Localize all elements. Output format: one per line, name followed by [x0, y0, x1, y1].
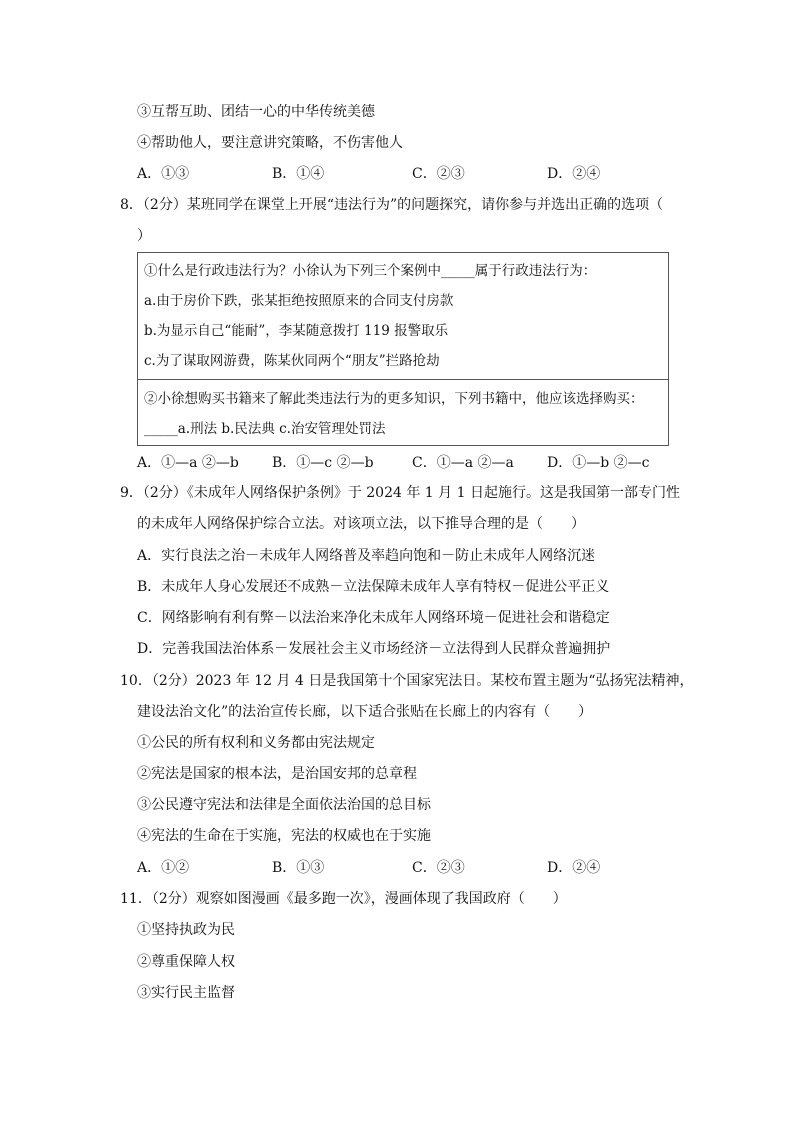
q10-statement-2: ②宪法是国家的根本法，是治国安邦的总章程 — [137, 766, 417, 782]
q8-case-a: a.由于房价下跌，张某拒绝按照原来的合同支付房款 — [144, 293, 454, 309]
q10-stem-line1: 10．（2分）2023 年 12 月 4 日是我国第十个国家宪法日。某校布置主题为“弘扬宪法精神， — [120, 673, 694, 689]
q10-statement-1: ①公民的所有权利和义务都由宪法规定 — [137, 735, 375, 751]
q8-case-box — [137, 252, 669, 446]
q8-stem-line2: ） — [137, 228, 151, 244]
q9-option-b[interactable]: B．未成年人身心发展还不成熟－立法保障未成年人享有特权－促进公平正义 — [137, 579, 610, 595]
q11-statement-3: ③实行民主监督 — [137, 985, 235, 1001]
q7-option-d[interactable]: D．②④ — [547, 166, 601, 182]
q10-option-c[interactable]: C．②③ — [412, 860, 465, 876]
q8-option-d[interactable]: D．①—b ②—c — [547, 455, 650, 471]
q10-stem-line2: 建设法治文化”的法治宣传长廊，以下适合张贴在长廊上的内容有（ ） — [137, 704, 593, 720]
q11-statement-1: ①坚持执政为民 — [137, 922, 235, 938]
q7-option-c[interactable]: C．②③ — [412, 166, 465, 182]
q8-stem-line1: 8．（2分）某班同学在课堂上开展“违法行为”的问题探究，请你参与并选出正确的选项（ — [120, 197, 664, 213]
q7-statement-4: ④帮助他人，要注意讲究策略，不伤害他人 — [137, 135, 403, 151]
q8-book-list: _____a.刑法 b.民法典 c.治安管理处罚法 — [144, 421, 386, 437]
q9-stem-line2: 的未成年人网络保护综合立法。对该项立法，以下推导合理的是（ ） — [137, 516, 585, 532]
q8-part2-title: ②小徐想购买书籍来了解此类违法行为的更多知识，下列书籍中，他应该选择购买： — [144, 391, 644, 407]
q8-box-divider — [138, 379, 668, 380]
q8-option-b[interactable]: B．①—c ②—b — [272, 455, 374, 471]
q8-case-b: b.为显示自己“能耐”，李某随意拨打 119 报警取乐 — [144, 323, 449, 339]
q9-option-c[interactable]: C．网络影响有利有弊－以法治来净化未成年人网络环境－促进社会和谐稳定 — [137, 610, 610, 626]
q9-option-d[interactable]: D．完善我国法治体系－发展社会主义市场经济－立法得到人民群众普遍拥护 — [137, 641, 611, 657]
q10-option-a[interactable]: A．①② — [137, 860, 190, 876]
q11-statement-2: ②尊重保障人权 — [137, 954, 235, 970]
q9-stem-line1: 9．（2分）《未成年人网络保护条例》于 2024 年 1 月 1 日起施行。这是我国第一部专门性 — [120, 485, 680, 501]
q9-option-a[interactable]: A．实行良法之治－未成年人网络普及率趋向饱和－防止未成年人网络沉迷 — [137, 548, 596, 564]
q10-option-b[interactable]: B．①③ — [272, 860, 325, 876]
q8-option-c[interactable]: C．①—a ②—a — [412, 455, 514, 471]
q10-statement-3: ③公民遵守宪法和法律是全面依法治国的总目标 — [137, 797, 431, 813]
q7-option-b[interactable]: B．①④ — [272, 166, 325, 182]
q7-option-a[interactable]: A．①③ — [137, 166, 190, 182]
q8-option-a[interactable]: A．①—a ②—b — [137, 455, 239, 471]
q10-option-d[interactable]: D．②④ — [547, 860, 601, 876]
q8-case-c: c.为了谋取网游费，陈某伙同两个“朋友”拦路抢劫 — [144, 353, 440, 369]
q10-statement-4: ④宪法的生命在于实施，宪法的权威也在于实施 — [137, 828, 431, 844]
q7-statement-3: ③互帮互助、团结一心的中华传统美德 — [137, 104, 375, 120]
q8-part1-title: ①什么是行政违法行为？小徐认为下列三个案例中_____属于行政违法行为： — [144, 263, 597, 279]
q11-stem-line1: 11．（2分）观察如图漫画《最多跑一次》，漫画体现了我国政府（ ） — [120, 891, 567, 907]
